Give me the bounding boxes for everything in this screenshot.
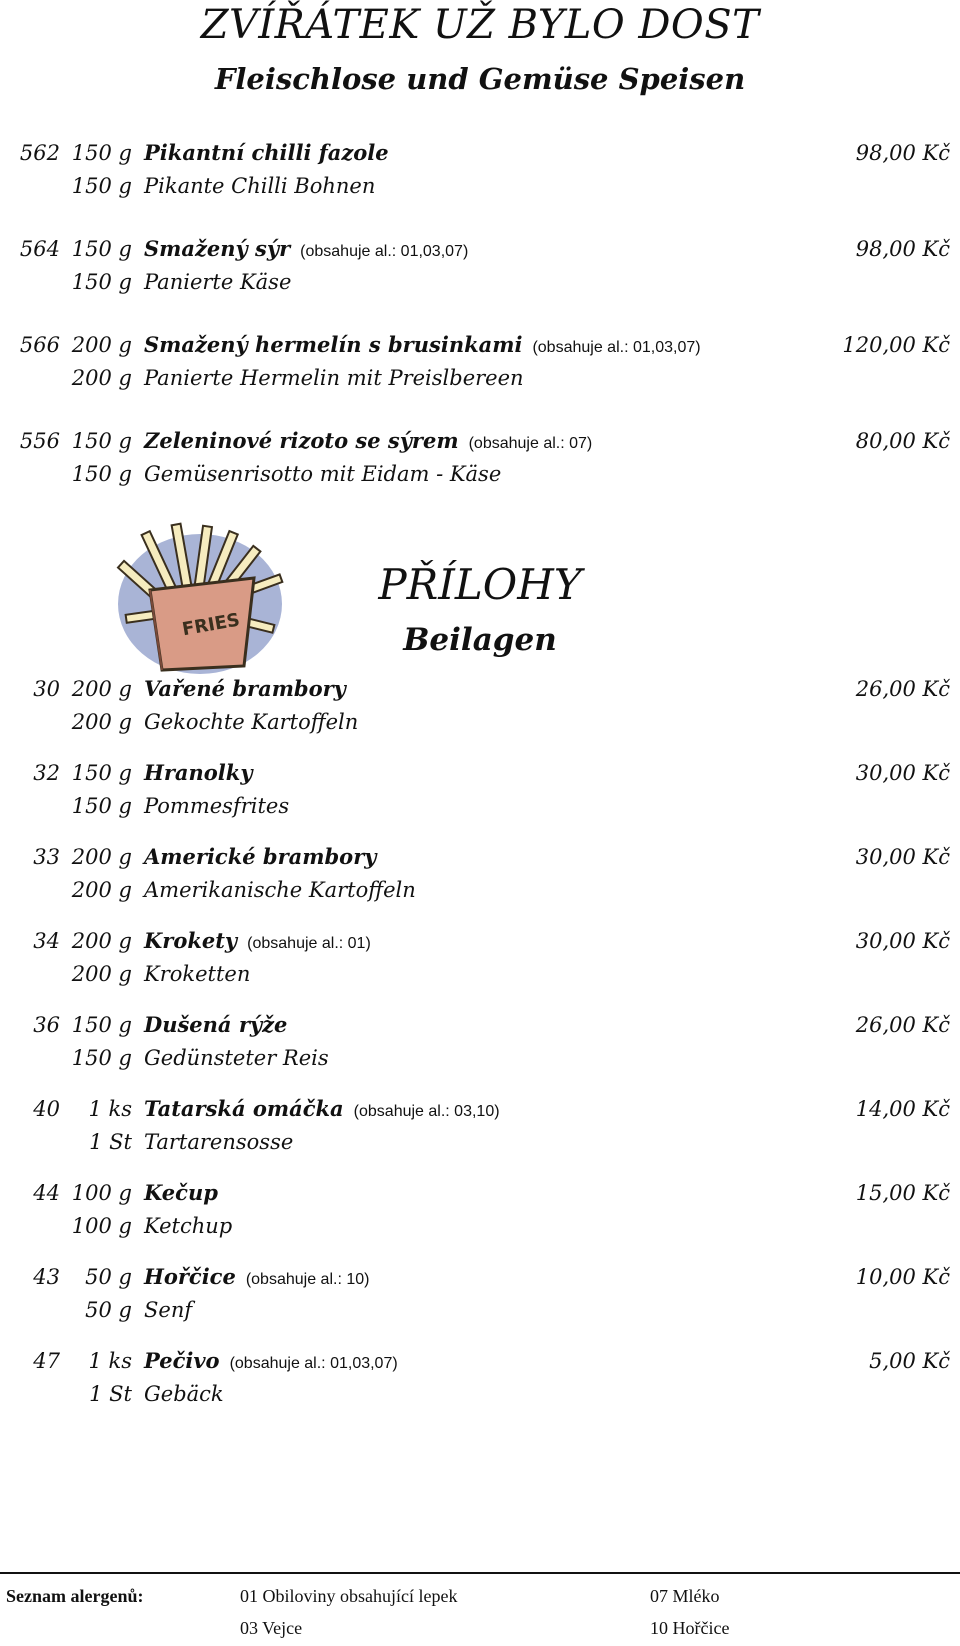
item-allergens: (obsahuje al.: 03,10) [353, 1103, 500, 1120]
fries-box-label: FRIES [180, 609, 242, 641]
side-item [0, 1008, 960, 1078]
side-item [0, 672, 960, 742]
item-name-de: Gemüsenrisotto mit Eidam - Käse [144, 462, 502, 486]
item-qty: 200 g [71, 677, 132, 701]
item-price: 30,00 Kč [855, 845, 950, 869]
item-name: Smažený sýr [144, 236, 291, 261]
menu-title: ZVÍŘÁTEK UŽ BYLO DOST [200, 2, 760, 48]
side-item [0, 924, 960, 994]
item-name-de: Gedünsteter Reis [144, 1046, 329, 1070]
item-name-cz [144, 232, 468, 269]
item-name: Krokety [144, 928, 238, 953]
item-number: 32 [33, 761, 60, 785]
side-item [0, 1260, 960, 1330]
item-name-de: Gebäck [144, 1382, 224, 1406]
item-name: Pikantní chilli fazole [144, 140, 389, 165]
item-name-de: Senf [144, 1298, 193, 1322]
item-qty-de: 50 g [85, 1298, 132, 1322]
allergen-footer [0, 1572, 960, 1646]
item-price: 10,00 Kč [855, 1265, 950, 1289]
item-name: Hranolky [144, 760, 253, 785]
item-name: Tatarská omáčka [144, 1096, 344, 1121]
item-qty: 200 g [71, 929, 132, 953]
item-name-de: Amerikanische Kartoffeln [144, 878, 416, 902]
item-name-de: Kroketten [144, 962, 251, 986]
item-name: Smažený hermelín s brusinkami [144, 332, 523, 357]
item-number: 34 [33, 929, 60, 953]
item-price: 26,00 Kč [855, 677, 950, 701]
side-item [0, 840, 960, 910]
item-qty: 1 ks [88, 1097, 132, 1121]
side-item [0, 1176, 960, 1246]
item-price: 120,00 Kč [842, 333, 950, 357]
item-number: 40 [33, 1097, 60, 1121]
item-price: 14,00 Kč [855, 1097, 950, 1121]
allergen-entry: 07 Mléko [650, 1586, 720, 1606]
item-price: 98,00 Kč [855, 141, 950, 165]
menu-subtitle: Fleischlose und Gemüse Speisen [214, 62, 746, 96]
side-item [0, 1344, 960, 1414]
item-name-cz [144, 1176, 228, 1213]
item-qty: 150 g [71, 1013, 132, 1037]
item-name: Zeleninové rizoto se sýrem [144, 428, 459, 453]
item-name-cz [144, 1260, 369, 1297]
section-subtitle: Beilagen [403, 622, 557, 658]
menu-item [0, 136, 960, 206]
item-qty: 200 g [71, 333, 132, 357]
item-allergens: (obsahuje al.: 01,03,07) [300, 243, 469, 260]
item-number: 30 [33, 677, 60, 701]
item-number: 566 [19, 333, 60, 357]
item-name-cz [144, 924, 371, 961]
item-name-de: Pikante Chilli Bohnen [144, 174, 376, 198]
item-name-de: Ketchup [144, 1214, 233, 1238]
item-qty: 100 g [71, 1181, 132, 1205]
menu-item [0, 232, 960, 302]
item-name-de: Panierte Hermelin mit Preislbereen [144, 366, 524, 390]
item-price: 30,00 Kč [855, 761, 950, 785]
item-qty-de: 100 g [71, 1214, 132, 1238]
item-qty: 150 g [71, 237, 132, 261]
item-qty: 150 g [71, 429, 132, 453]
item-name: Dušená rýže [144, 1012, 288, 1037]
item-name: Hořčice [144, 1264, 236, 1289]
item-number: 36 [33, 1013, 60, 1037]
item-price: 26,00 Kč [855, 1013, 950, 1037]
item-name-de: Gekochte Kartoffeln [144, 710, 359, 734]
fries-illustration-icon [116, 520, 284, 682]
item-name-cz [144, 756, 263, 793]
item-price: 98,00 Kč [855, 237, 950, 261]
item-qty: 1 ks [88, 1349, 132, 1373]
item-name-cz [144, 328, 701, 365]
item-price: 15,00 Kč [855, 1181, 950, 1205]
item-name-de: Tartarensosse [144, 1130, 294, 1154]
item-name-cz [144, 672, 356, 709]
item-name-de: Pommesfrites [144, 794, 290, 818]
item-name-cz [144, 1092, 500, 1129]
item-name: Pečivo [144, 1348, 220, 1373]
item-name: Vařené brambory [144, 676, 346, 701]
item-name: Kečup [144, 1180, 218, 1205]
item-allergens: (obsahuje al.: 01) [247, 935, 371, 952]
item-qty-de: 200 g [71, 366, 132, 390]
allergen-entry: 01 Obiloviny obsahující lepek [240, 1586, 458, 1606]
item-qty-de: 150 g [71, 794, 132, 818]
item-number: 43 [33, 1265, 60, 1289]
item-number: 33 [33, 845, 60, 869]
item-allergens: (obsahuje al.: 07) [468, 435, 593, 452]
item-name-cz [144, 1344, 398, 1381]
item-name: Americké brambory [144, 844, 377, 869]
item-qty-de: 200 g [71, 878, 132, 902]
item-number: 564 [19, 237, 60, 261]
item-qty: 150 g [71, 761, 132, 785]
item-qty: 200 g [71, 845, 132, 869]
item-qty-de: 150 g [71, 174, 132, 198]
allergen-entry: 03 Vejce [240, 1618, 303, 1638]
item-name-cz [144, 1008, 297, 1045]
item-price: 5,00 Kč [869, 1349, 950, 1373]
item-price: 30,00 Kč [855, 929, 950, 953]
item-number: 44 [33, 1181, 60, 1205]
item-number: 562 [19, 141, 60, 165]
allergen-entry: 10 Hořčice [650, 1618, 730, 1638]
item-name-cz [144, 840, 386, 877]
item-allergens: (obsahuje al.: 01,03,07) [532, 339, 701, 356]
item-qty: 150 g [71, 141, 132, 165]
item-qty-de: 150 g [71, 462, 132, 486]
item-name-cz [144, 424, 592, 461]
menu-item [0, 328, 960, 398]
allergen-list-label: Seznam alergenů: [6, 1586, 144, 1606]
item-name-de: Panierte Käse [144, 270, 292, 294]
item-qty-de: 150 g [71, 270, 132, 294]
item-qty-de: 200 g [71, 710, 132, 734]
item-allergens: (obsahuje al.: 10) [245, 1271, 370, 1288]
menu-item [0, 424, 960, 494]
item-qty-de: 200 g [71, 962, 132, 986]
item-qty: 50 g [85, 1265, 132, 1289]
item-number: 47 [33, 1349, 60, 1373]
item-price: 80,00 Kč [855, 429, 950, 453]
item-number: 556 [19, 429, 60, 453]
item-qty-de: 1 St [89, 1382, 132, 1406]
section-title: PŘÍLOHY [378, 560, 582, 609]
item-allergens: (obsahuje al.: 01,03,07) [229, 1355, 398, 1372]
item-qty-de: 1 St [89, 1130, 132, 1154]
item-qty-de: 150 g [71, 1046, 132, 1070]
side-item [0, 756, 960, 826]
item-name-cz [144, 136, 399, 173]
side-item [0, 1092, 960, 1162]
